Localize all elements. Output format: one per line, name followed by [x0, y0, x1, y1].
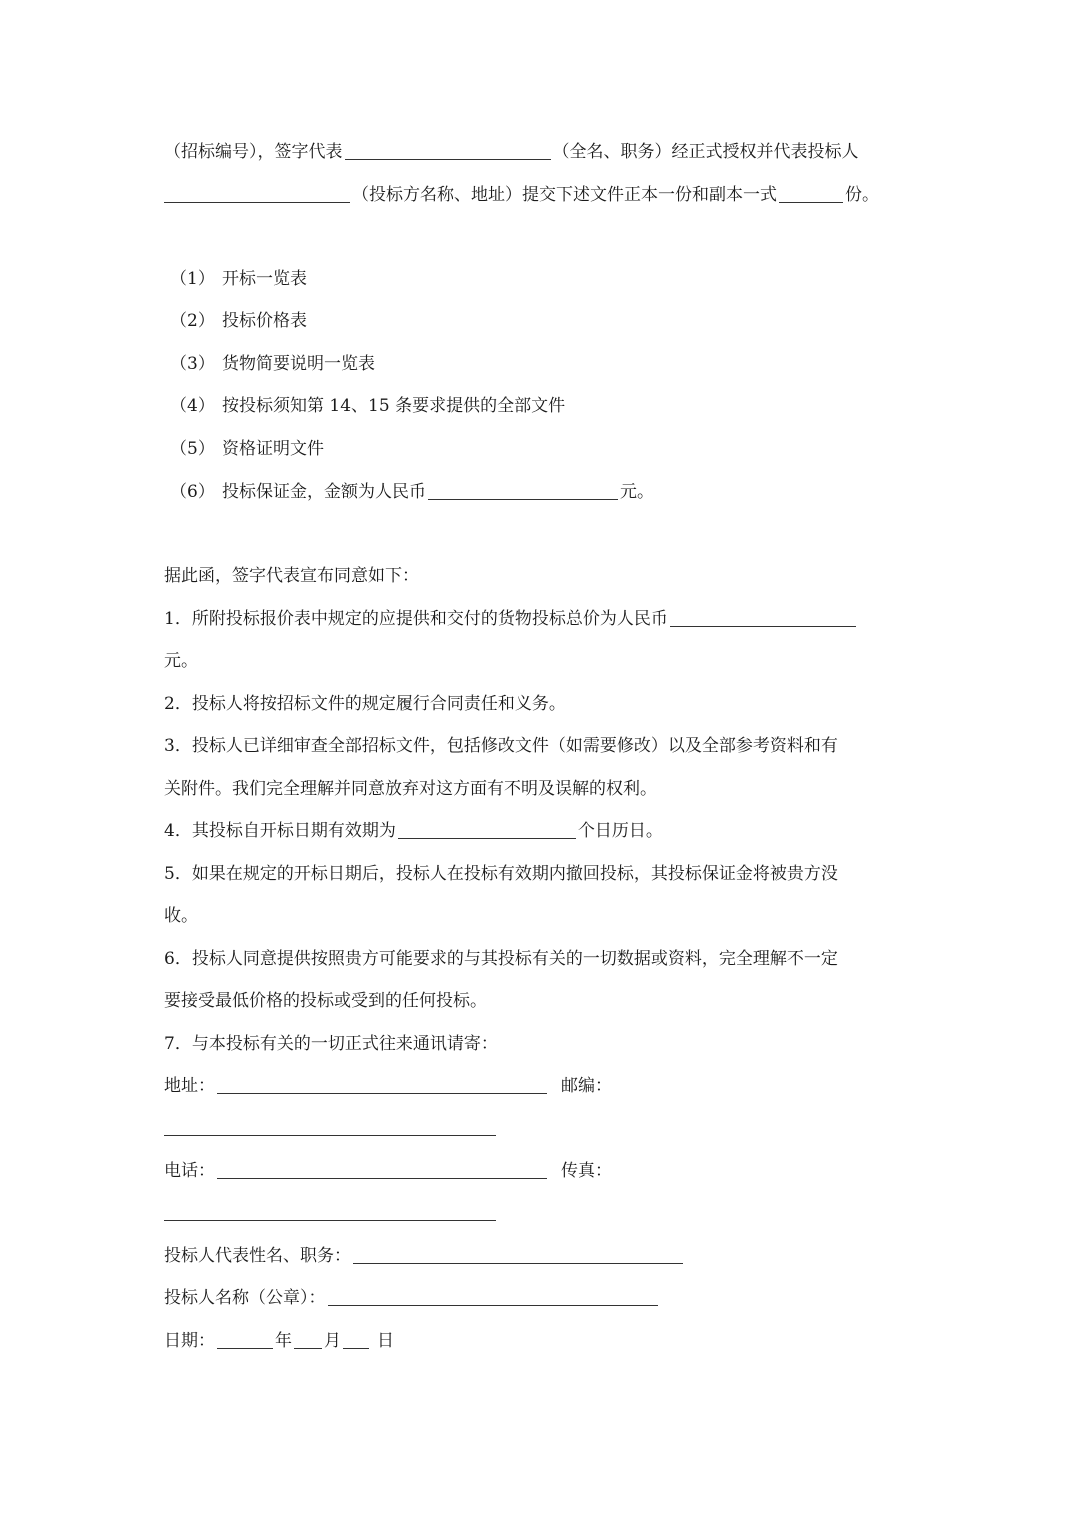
document-number: （4）: [170, 396, 215, 416]
day-label: 日: [377, 1331, 394, 1351]
intro-text-2b: 份。: [845, 185, 879, 205]
representative-field[interactable]: [353, 1245, 683, 1264]
bidder-name-field[interactable]: [328, 1287, 658, 1306]
intro-line-2: [164, 181, 924, 209]
year-field[interactable]: [217, 1330, 273, 1349]
document-text: 开标一览表: [222, 269, 307, 289]
item-4: [164, 817, 924, 845]
phone-field[interactable]: [217, 1160, 547, 1179]
address-row: [164, 1072, 924, 1100]
document-text: 货物简要说明一览表: [222, 354, 375, 374]
postcode-label: 邮编：: [561, 1076, 612, 1096]
signatory-name-blank[interactable]: [345, 141, 551, 160]
validity-days-blank[interactable]: [398, 820, 576, 839]
document-item-3: [170, 350, 930, 378]
address-label: 地址：: [164, 1076, 215, 1096]
document-number: （6）: [170, 482, 215, 502]
fax-field[interactable]: [164, 1202, 496, 1221]
item-7: 7．与本投标有关的一切正式往来通讯请寄：: [164, 1034, 498, 1054]
document-text: 资格证明文件: [222, 439, 324, 459]
postcode-row: [164, 1114, 924, 1142]
address-field[interactable]: [217, 1075, 547, 1094]
item-3-line-1: 3．投标人已详细审查全部招标文件，包括修改文件（如需要修改）以及全部参考资料和有: [164, 736, 838, 756]
intro-line-1: [164, 138, 924, 166]
document-item-1: [170, 265, 930, 293]
document-number: （3）: [170, 354, 215, 374]
month-field[interactable]: [294, 1330, 322, 1349]
document-item-4: [170, 392, 930, 420]
representative-label: 投标人代表性名、职务：: [164, 1246, 351, 1266]
item-4-suffix: 个日历日。: [577, 821, 663, 841]
item-5-line-1: 5．如果在规定的开标日期后，投标人在投标有效期内撤回投标，其投标保证金将被贵方没: [164, 864, 838, 884]
item-6-line-1: 6．投标人同意提供按照贵方可能要求的与其投标有关的一切数据或资料，完全理解不一定: [164, 949, 838, 969]
item-1-text: 1．所附投标报价表中规定的应提供和交付的货物投标总价为人民币: [164, 609, 668, 629]
phone-label: 电话：: [164, 1161, 215, 1181]
day-field[interactable]: [343, 1330, 369, 1349]
bid-bond-amount-blank[interactable]: [428, 481, 618, 500]
postcode-field[interactable]: [164, 1117, 496, 1136]
item-4-text: 4．其投标自开标日期有效期为: [164, 821, 396, 841]
date-label: 日期：: [164, 1331, 215, 1351]
bidder-name-row: [164, 1284, 924, 1312]
fax-label: 传真：: [561, 1161, 612, 1181]
document-text: 投标保证金，金额为人民币: [222, 482, 426, 502]
month-label: 月: [324, 1331, 341, 1351]
bidder-name-label: 投标人名称（公章）：: [164, 1288, 326, 1308]
phone-row: [164, 1157, 924, 1185]
year-label: 年: [275, 1331, 292, 1351]
item-5-line-2: 收。: [164, 906, 198, 926]
document-number: （5）: [170, 439, 215, 459]
document-item-2: [170, 307, 930, 335]
document-text: 按投标须知第 14、15 条要求提供的全部文件: [222, 396, 566, 416]
bidder-name-address-blank[interactable]: [164, 184, 350, 203]
intro-text-2a: （投标方名称、地址）提交下述文件正本一份和副本一式: [352, 185, 777, 205]
total-price-blank[interactable]: [670, 608, 856, 627]
document-item-6: [170, 478, 930, 506]
intro-text-1b: （全名、职务）经正式授权并代表投标人: [552, 142, 859, 162]
fax-row: [164, 1199, 924, 1227]
copies-count-blank[interactable]: [779, 184, 843, 203]
representative-row: [164, 1242, 924, 1270]
item-1-line-1: [164, 605, 924, 633]
document-number: （1）: [170, 269, 215, 289]
document-suffix: 元。: [620, 482, 654, 502]
declaration-title: 据此函，签字代表宣布同意如下：: [164, 566, 419, 586]
date-row: [164, 1327, 924, 1355]
document-item-5: [170, 435, 930, 463]
document-number: （2）: [170, 311, 215, 331]
item-2: 2．投标人将按招标文件的规定履行合同责任和义务。: [164, 694, 566, 714]
item-1-line-2: 元。: [164, 651, 198, 671]
document-text: 投标价格表: [222, 311, 307, 331]
item-6-line-2: 要接受最低价格的投标或受到的任何投标。: [164, 991, 487, 1011]
item-3-line-2: 关附件。我们完全理解并同意放弃对这方面有不明及误解的权利。: [164, 779, 657, 799]
intro-text-1a: （招标编号），签字代表: [164, 142, 343, 162]
